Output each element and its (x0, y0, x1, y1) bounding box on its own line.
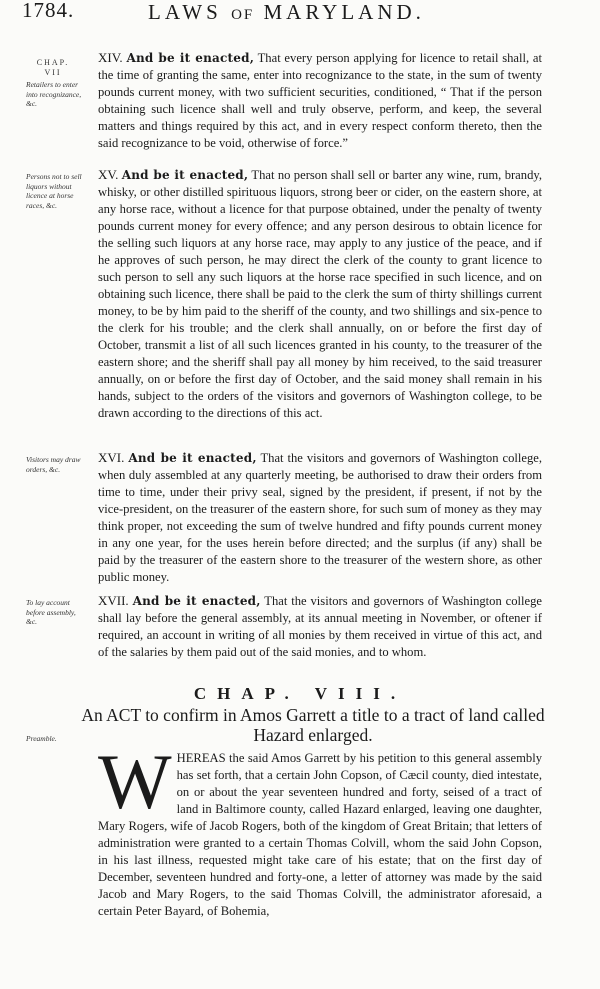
margin-chap (26, 58, 80, 77)
section-text: That the visitors and governors of Washington college, when duly assembled at any quarterly meeting, be authorised to draw their orders from time to time, under their privy seal, signed by the president, if present, if not by the vice-president, on the treasurer of the eastern shore, for such sum of money as they may think proper, not exceeding the sum of twelve hundred and fifty pounds current money in any one year, for the uses herein before directed; and the surplus (if any) shall be paid by the treasurer of the eastern shore to the treasurer of the western shore, as other public money. (98, 451, 542, 584)
margin-note-preamble: Preamble. (26, 734, 57, 743)
section-xv (98, 166, 542, 422)
enacting-clause: And be it enacted, (126, 51, 255, 65)
margin-note-visitors: Visitors may draw orders, &c. (26, 455, 81, 474)
chapter-heading: CHAP. VIII. (193, 684, 407, 703)
title-laws: LAWS (148, 0, 222, 24)
enacting-clause: And be it enacted, (128, 451, 257, 465)
section-text: That the visitors and governors of Washington college shall lay before the general assembly, at its annual meeting in November, or oftener if required, an account in writing of all monies by them received in virtue of this act, and of the salaries by them paid out of the said monies, and to whom. (98, 594, 543, 659)
margin-note-recognizance: Retailers to enter into recognizance, &c. (26, 80, 82, 108)
section-number: XVII. (98, 593, 129, 608)
title-of: OF (231, 7, 255, 23)
drop-cap: W (98, 738, 172, 825)
margin-note-horse-races: Persons not to sell liquors without licence at horse races, &c. (26, 172, 82, 210)
title-state: MARYLAND. (263, 0, 425, 24)
preamble-text: HEREAS the said Amos Garrett by his petition to this general assembly has set forth, that a certain John Copson, of Cæcil county, died intestate, on or about the year seventeen hundred and forty, seised of a tract of land in Baltimore county, called Hazard enlarged, leaving one daughter, Mary Rogers, wife of Jacob Rogers, both of the kingdom of Great Britain; that letters of administration were granted to a certain Thomas Colvill, whom the said John Copson, in his last illness, requested might take care of his estate; that on the first day of December, seventeen hundred and forty-one, a letter of attorney was made by the said Jacob and Mary Rogers, to the said Thomas Colvill, the administrator aforesaid, a certain Peter Bayard, of Bohemia, (98, 751, 542, 918)
enacting-clause: And be it enacted, (121, 168, 249, 182)
section-text: That every person applying for licence to retail shall, at the time of granting the same, enter into recognizance to the state, in the sum of twenty pounds current money, with two sufficient securities, conditioned, “ That if the person obtaining such licence shall well and truly observe, perform, and keep, the several matters and things required by this act, and in every respect conform thereto, then the said recognizance to be void, otherwise of force.” (98, 51, 542, 150)
preamble (98, 738, 542, 920)
section-xvi (98, 449, 542, 586)
section-text: That no person shall sell or barter any wine, rum, brandy, whisky, or other distilled spirituous liquors, strong beer or cider, on the eastern shore, at any horse race, without a licence for that purpose obtained, under the penalty of twenty pounds current money for every offence; and any person desirous to obtain licence for the selling such liquors at any horse race, may apply to any justice of the peace, and if he approves of such person, he may direct the clerk of the county to grant licence to such person to sell any such liquors at the horse race specified in such licence, and on obtaining such licence, there shall be paid to the clerk the sum of thirty shillings current money, to be by him paid to the sheriff of the county, and two shillings and six-pence to the clerk for his trouble; and the clerk shall annually, on or before the first day of October, transmit a list of all such licences granted in his county, to the treasurer of the eastern shore; and the sheriff shall pay all money by him received, to the said treasurer annually, on or before the first day of October, and the said money shall remain in his hands, subject to the orders of the visitors and governors of Washington college, to be drawn according to the directions of this act. (98, 168, 542, 420)
running-title (148, 0, 425, 25)
section-number: XIV. (98, 50, 123, 65)
margin-chap-number: VII (44, 67, 62, 77)
page-year: 1784. (22, 0, 75, 22)
act-title: An ACT to confirm in Amos Garrett a title to a tract of land called Hazard enlarged. (81, 705, 545, 745)
margin-chap-label: CHAP. (36, 58, 70, 67)
margin-note-account: To lay account before assembly, &c. (26, 598, 76, 626)
section-number: XVI. (98, 450, 125, 465)
enacting-clause: And be it enacted, (132, 594, 261, 608)
section-number: XV. (98, 167, 119, 182)
section-xvii (98, 592, 542, 661)
section-xiv (98, 49, 542, 152)
